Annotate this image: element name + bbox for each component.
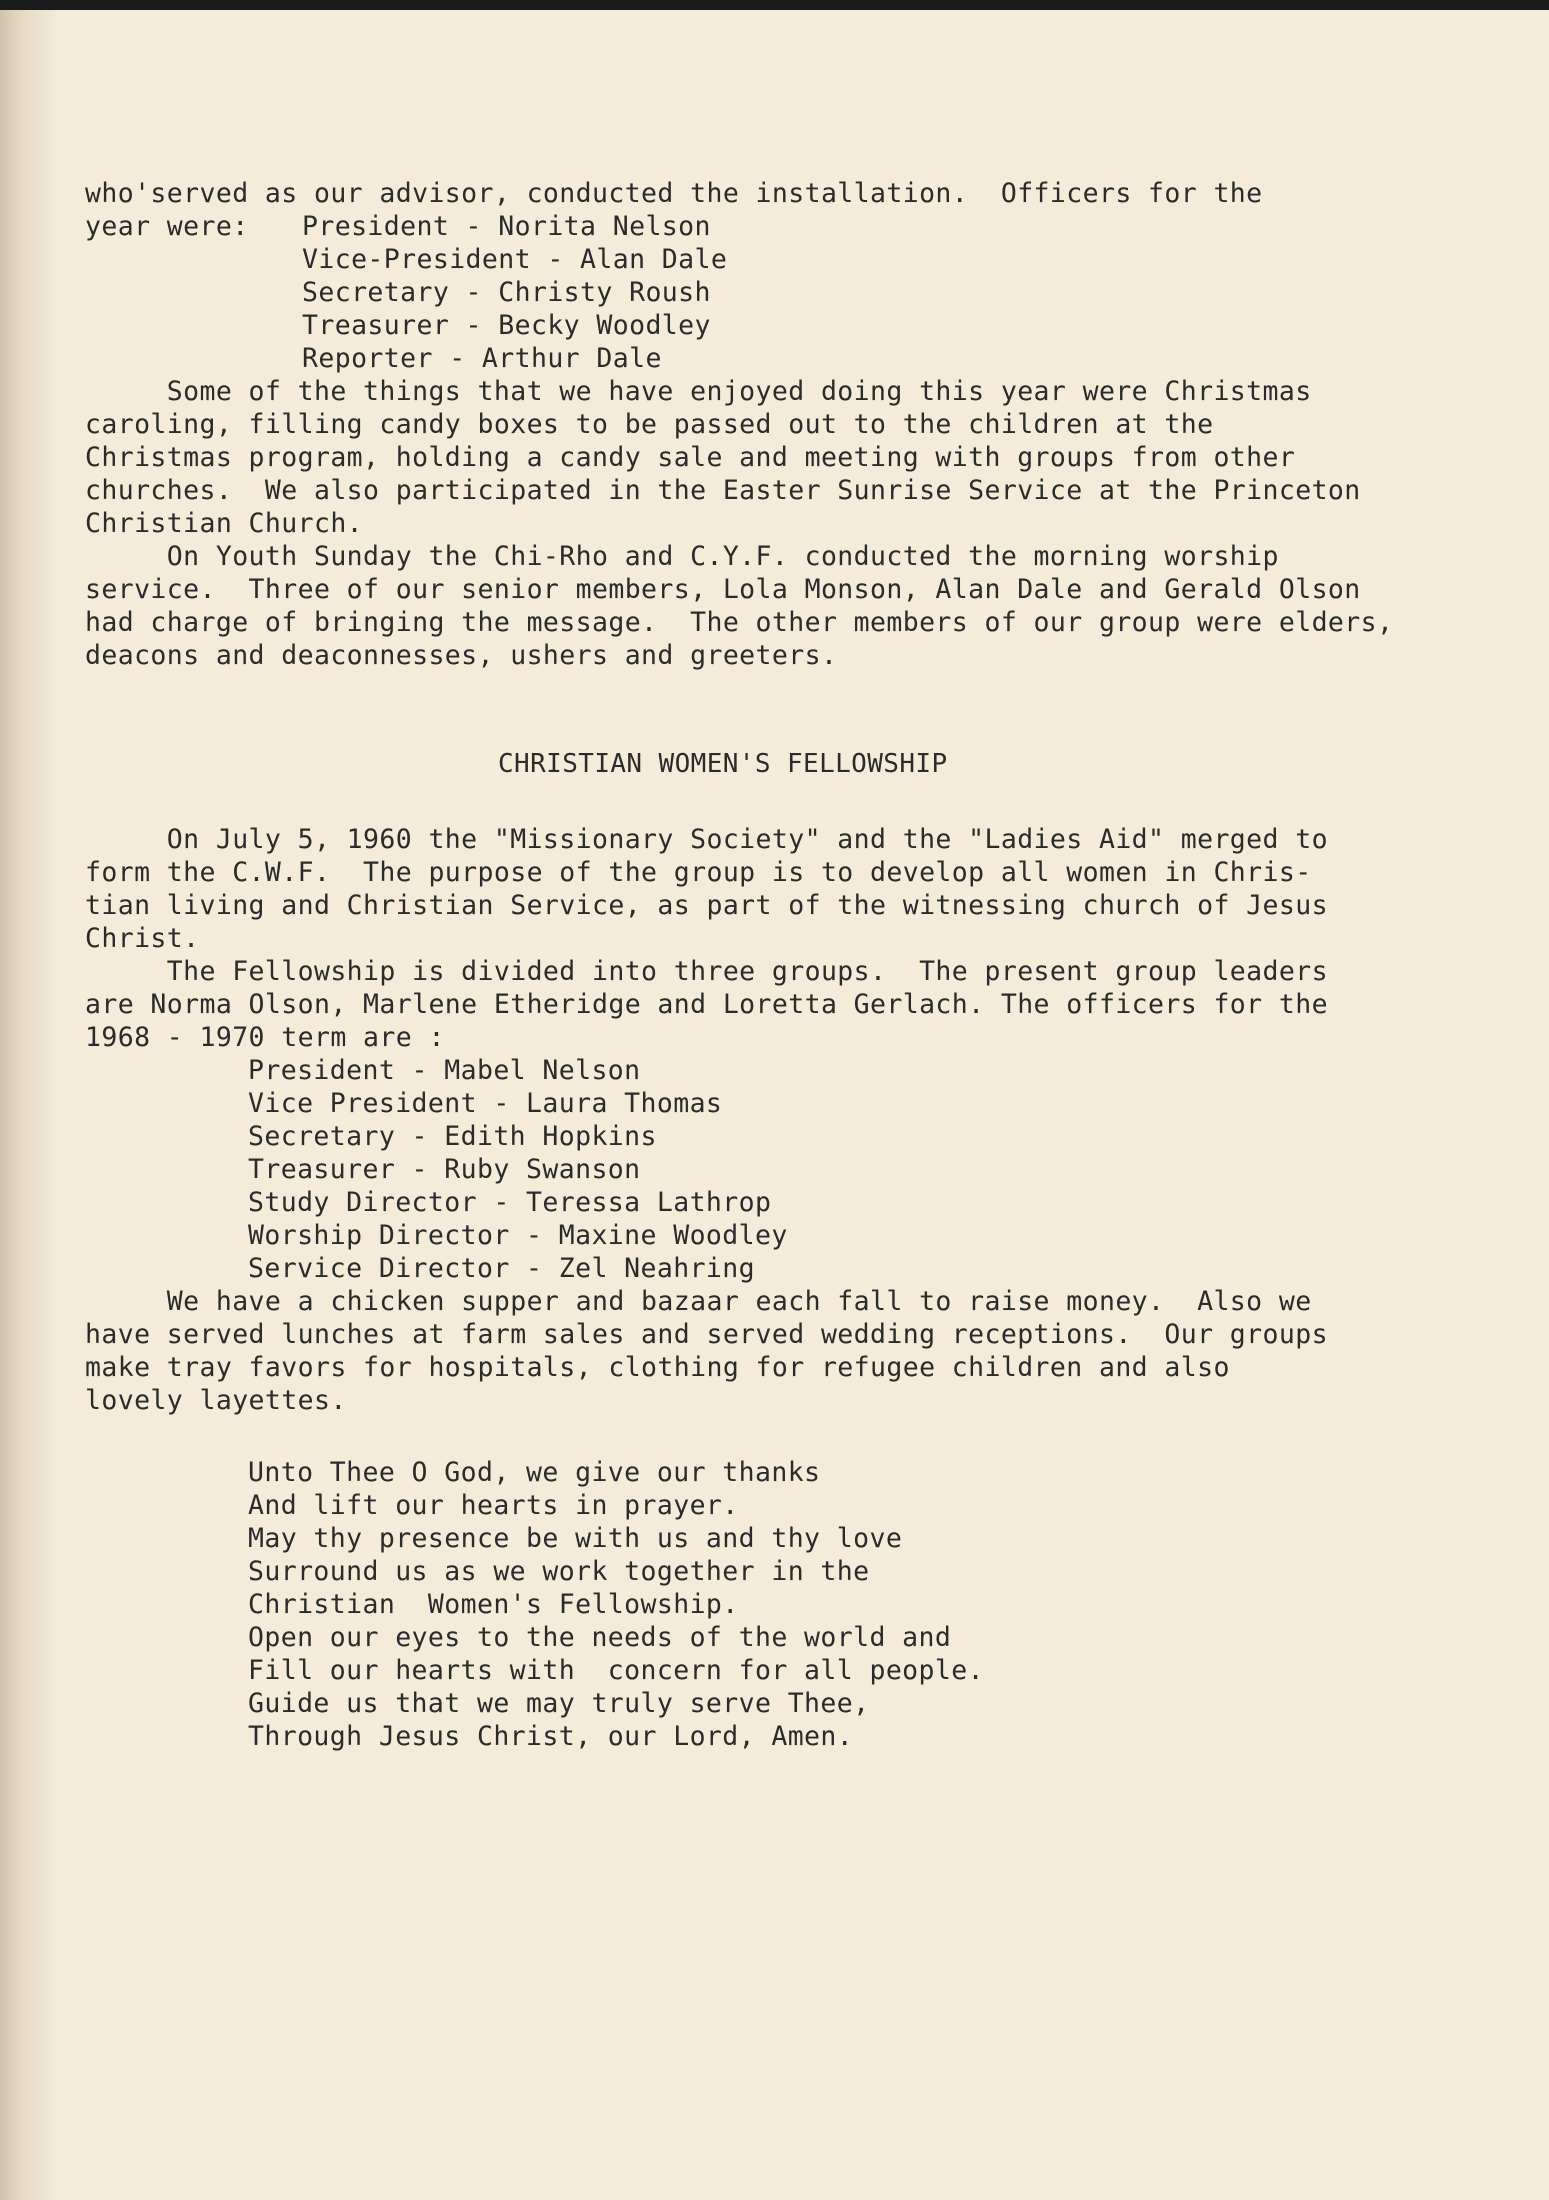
cwf-paragraph-1-line: On July 5, 1960 the "Missionary Society" and the "Ladies Aid" merged to (85, 824, 1328, 855)
cyf-paragraph-1-line: churches. We also participated in the Easter Sunrise Service at the Princeton (85, 475, 1361, 506)
prayer-line: Christian Women's Fellowship. (248, 1589, 739, 1620)
cyf-officer: Treasurer - Becky Woodley (302, 310, 711, 341)
cyf-paragraph-1-line: Some of the things that we have enjoyed doing this year were Christmas (85, 376, 1312, 407)
cwf-officer: Treasurer - Ruby Swanson (248, 1154, 641, 1185)
cyf-paragraph-2-line: On Youth Sunday the Chi-Rho and C.Y.F. conducted the morning worship (85, 541, 1279, 572)
cyf-officer: Vice-President - Alan Dale (302, 244, 728, 275)
cwf-officer: Worship Director - Maxine Woodley (248, 1220, 788, 1251)
cyf-intro-label: year were: (85, 211, 249, 242)
prayer-line: And lift our hearts in prayer. (248, 1490, 739, 1521)
cyf-paragraph-1-line: Christian Church. (85, 508, 364, 539)
cwf-paragraph-1-line: Christ. (85, 923, 200, 954)
cwf-heading: CHRISTIAN WOMEN'S FELLOWSHIP (498, 749, 948, 779)
cyf-officer: Reporter - Arthur Dale (302, 343, 662, 374)
prayer-line: Surround us as we work together in the (248, 1556, 870, 1587)
cwf-officer: Study Director - Teressa Lathrop (248, 1187, 772, 1218)
cwf-officer: Service Director - Zel Neahring (248, 1253, 755, 1284)
cyf-officer: Secretary - Christy Roush (302, 277, 711, 308)
cyf-paragraph-1-line: caroling, filling candy boxes to be passed out to the children at the (85, 409, 1214, 440)
prayer-line: Open our eyes to the needs of the world and (248, 1622, 952, 1653)
cwf-paragraph-1-line: tian living and Christian Service, as part of the witnessing church of Jesus (85, 890, 1328, 921)
cwf-paragraph-3-line: We have a chicken supper and bazaar each fall to raise money. Also we (85, 1286, 1312, 1317)
prayer-line: Fill our hearts with concern for all people. (248, 1655, 984, 1686)
cyf-paragraph-2-line: service. Three of our senior members, Lola Monson, Alan Dale and Gerald Olson (85, 574, 1361, 605)
cyf-paragraph-2-line: had charge of bringing the message. The other members of our group were elders, (85, 607, 1394, 638)
cwf-officer: Secretary - Edith Hopkins (248, 1121, 657, 1152)
cwf-paragraph-1-line: form the C.W.F. The purpose of the group is to develop all women in Chris- (85, 857, 1312, 888)
cwf-officer: President - Mabel Nelson (248, 1055, 641, 1086)
typed-text (0, 10, 1549, 1777)
cyf-paragraph-1-line: Christmas program, holding a candy sale and meeting with groups from other (85, 442, 1296, 473)
prayer-line: Through Jesus Christ, our Lord, Amen. (248, 1721, 854, 1752)
cwf-paragraph-3-line: have served lunches at farm sales and served wedding receptions. Our groups (85, 1319, 1328, 1350)
cyf-paragraph-2-line: deacons and deaconnesses, ushers and greeters. (85, 640, 838, 671)
cwf-paragraph-3-line: lovely layettes. (85, 1385, 347, 1416)
cwf-paragraph-2-line: 1968 - 1970 term are : (85, 1022, 445, 1053)
cwf-paragraph-3-line: make tray favors for hospitals, clothing for refugee children and also (85, 1352, 1230, 1383)
document-page (0, 10, 1549, 2200)
cwf-paragraph-2-line: The Fellowship is divided into three groups. The present group leaders (85, 956, 1328, 987)
cwf-officer: Vice President - Laura Thomas (248, 1088, 723, 1119)
cyf-officer: President - Norita Nelson (302, 211, 711, 242)
prayer-line: Unto Thee O God, we give our thanks (248, 1457, 821, 1488)
prayer-line: Guide us that we may truly serve Thee, (248, 1688, 870, 1719)
prayer-line: May thy presence be with us and thy love (248, 1523, 903, 1554)
cyf-intro-line-1: who'served as our advisor, conducted the installation. Officers for the (85, 178, 1263, 209)
cwf-paragraph-2-line: are Norma Olson, Marlene Etheridge and Loretta Gerlach. The officers for the (85, 989, 1328, 1020)
